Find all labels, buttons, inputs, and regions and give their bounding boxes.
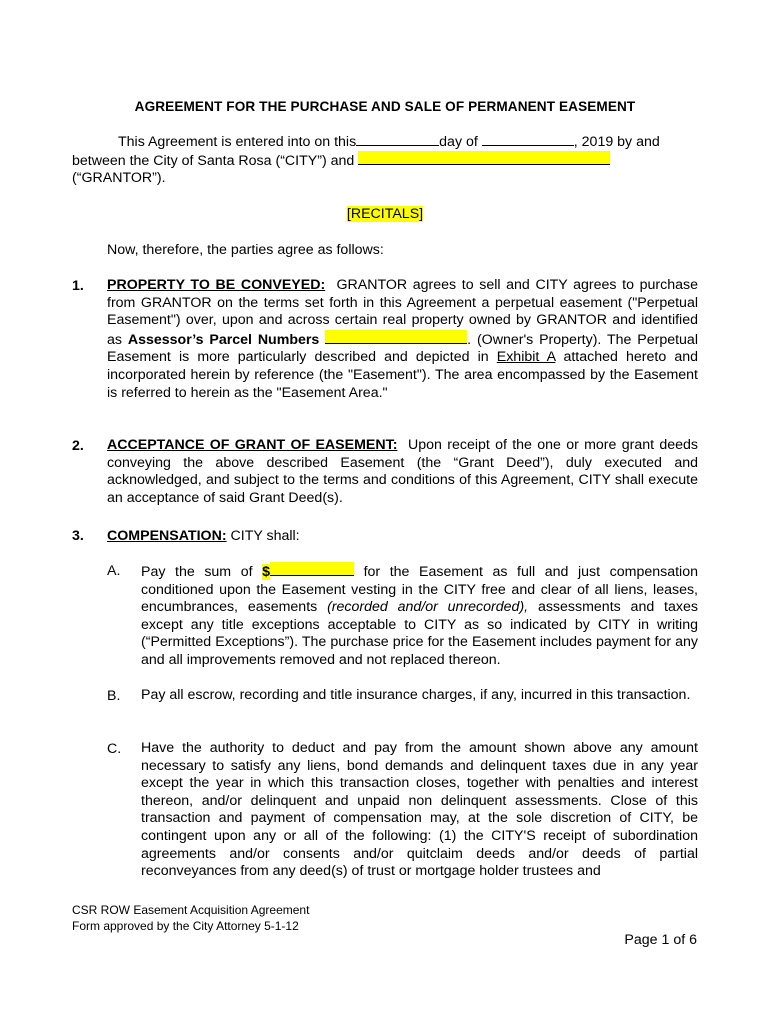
section-3-body: [107, 527, 300, 545]
apn-blank[interactable]: [325, 330, 467, 344]
subitem-c-letter: C.: [107, 741, 122, 757]
dollar-sign: $: [262, 564, 271, 580]
intro-line-1: [118, 133, 660, 151]
exhibit-a-reference: Exhibit A: [496, 349, 556, 366]
month-blank[interactable]: [482, 133, 574, 146]
intro-text-2: day of: [439, 134, 478, 150]
now-therefore: Now, therefore, the parties agree as follows:: [107, 242, 384, 258]
compensation-amount-blank[interactable]: [270, 562, 354, 576]
subitem-c-body: Have the authority to deduct and pay from the amount shown above any amount necessary to satisfy any liens, bond demands and delinquent taxes due in any year except the year in which this transaction closes, together with penalties and interest thereon, and/or delinquent and unpaid non delinquent assessments. Close of this transaction and payment of compensation may, at the sole discretion of CITY, be contingent upon any or all of the following: (1) the CITY'S receipt of subordination agreements and/or consents and/or quitclaim deeds and/or deeds of partial reconveyances from any deed(s) of trust or mortgage holder trustees and: [141, 740, 698, 880]
section-3-number: 3.: [72, 528, 84, 544]
intro-text-3: , 2019 by and: [573, 134, 660, 150]
section-1-number: 1.: [72, 278, 84, 294]
section-2-body: [107, 437, 698, 507]
page-number: Page 1 of 6: [624, 932, 697, 948]
section-1-text-b: (Owner's Property). The Perpetual Easement is more particularly described and depicted in: [107, 331, 698, 366]
apn-label: Assessor’s Parcel Numbers: [127, 331, 320, 348]
section-1-heading: PROPERTY TO BE CONVEYED:: [107, 277, 326, 293]
day-blank[interactable]: [356, 133, 439, 146]
subitem-a-letter: A.: [107, 563, 121, 579]
section-3-heading: COMPENSATION:: [107, 528, 227, 544]
subitem-a-text-b: for the Easement as full and just compensation conditioned upon the Easement vesting in the CITY free and clear of all liens, leases, encumbrances, easements: [141, 564, 698, 616]
intro-line-2: [72, 151, 610, 170]
subitem-a-italic: (recorded and/or unrecorded),: [327, 599, 529, 616]
subitem-b-letter: B.: [107, 688, 121, 704]
intro-line-3: (“GRANTOR”).: [72, 170, 166, 186]
section-1-text-a: GRANTOR agrees to sell and CITY agrees to purchase from GRANTOR on the terms set forth in this Agreement a perpetual easement ("Perpetual Easement") over, upon and across certain real property owned by GRANTOR and identified as: [107, 277, 698, 348]
intro-text-1: This Agreement is entered into on this: [118, 134, 357, 150]
subitem-a-text-a: Pay the sum of: [141, 564, 253, 580]
section-2-heading: ACCEPTANCE OF GRANT OF EASEMENT:: [107, 437, 398, 453]
recitals-placeholder: [RECITALS]: [346, 206, 424, 222]
section-2-text: Upon receipt of the one or more grant deeds conveying the above described Easement (the “Grant Deed”), duly executed and acknowledged, and subject to the terms and conditions of this Agreement, CITY shall execute an acceptance of said Grant Deed(s).: [107, 437, 698, 506]
grantor-name-blank[interactable]: [358, 151, 610, 165]
section-1-text-c: attached hereto and incorporated herein by reference (the "Easement"). The area encompassed by the Easement is referred to herein as the "Easement Area.": [107, 349, 698, 401]
section-1-body: PROPERTY TO BE CONVEYED: GRANTOR agrees to sell and CITY agrees to purchase from GRANTOR on the terms set forth in this Agreement a perpetual easement ("Perpetual Easement") over, upon and across certain real property owned by GRANTOR and identified as Assessor’s Parcel Numbers . (Owner's Property). The Perpetual Easement is more particularly described and depicted in Exhibit A attached hereto and incorporated herein by reference (the "Easement"). The area encompassed by the Easement is referred to herein as the "Easement Area.": [107, 277, 698, 401]
subitem-a-body: [141, 562, 698, 670]
footer-line-2: Form approved by the City Attorney 5-1-12: [72, 919, 299, 933]
subitem-a-text-c: assessments and taxes except any title exceptions acceptable to CITY as so indicated by CITY in writing (“Permitted Exceptions”). The purchase price for the Easement includes payment for any and all improvements removed and not replaced thereon.: [141, 599, 698, 668]
section-2-number: 2.: [72, 438, 84, 454]
section-3-text: CITY shall:: [230, 528, 300, 544]
recitals-line: [0, 205, 770, 223]
document-title: AGREEMENT FOR THE PURCHASE AND SALE OF PERMANENT EASEMENT: [134, 99, 636, 114]
intro-text-4: between the City of Santa Rosa (“CITY”) and: [72, 153, 355, 169]
footer-line-1: CSR ROW Easement Acquisition Agreement: [72, 903, 310, 917]
subitem-b-body: Pay all escrow, recording and title insurance charges, if any, incurred in this transaction.: [141, 687, 691, 703]
